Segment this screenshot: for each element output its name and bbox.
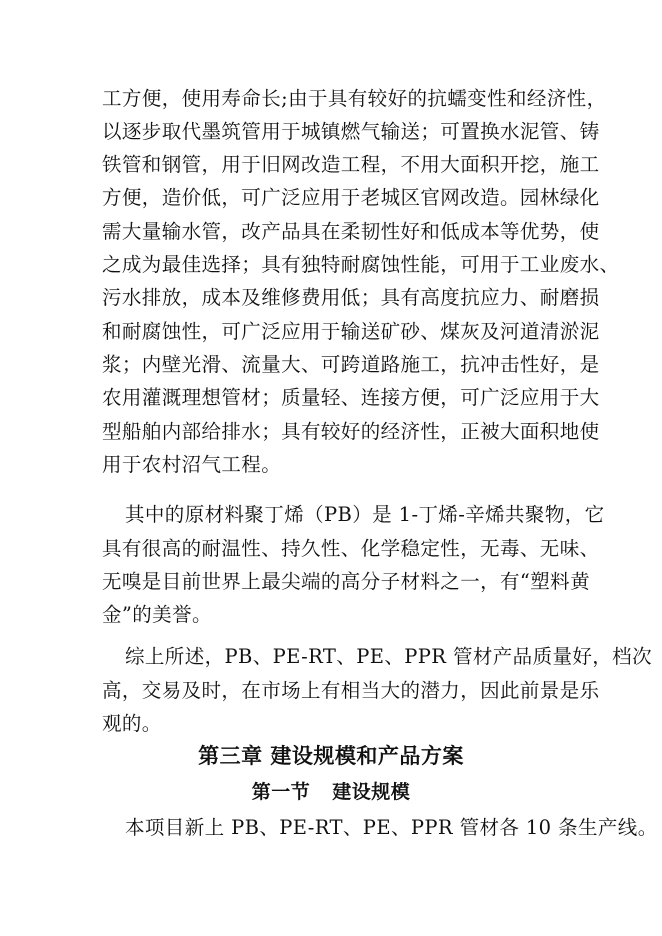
text-line: 观的。 — [102, 712, 162, 735]
text-line: 综上所述，PB、PE-RT、PE、PPR 管材产品质量好，档次 — [125, 645, 652, 668]
text-line: 方便，造价低，可广泛应用于老城区官网改造。园林绿化 — [102, 186, 600, 209]
text-line: 铁管和钢管，用于旧网改造工程，不用大面积开挖，施工 — [102, 153, 600, 176]
text-line: 无嗅是目前世界上最尖端的高分子材料之一，有“塑料黄 — [102, 570, 590, 593]
text-line: 其中的原材料聚丁烯（PB）是 1-丁烯-辛烯共聚物，它 — [125, 503, 605, 526]
text-line: 农用灌溉理想管材；质量轻、连接方便，可广泛应用于大 — [102, 386, 600, 409]
section-heading — [0, 780, 662, 804]
text-line: 具有很高的耐温性、持久性、化学稳定性，无毒、无味、 — [102, 537, 600, 560]
section-number: 第一节 — [251, 781, 311, 803]
text-line: 污水排放，成本及维修费用低；具有高度抗应力、耐磨损 — [102, 286, 600, 309]
chapter-heading: 第三章 建设规模和产品方案 — [198, 743, 464, 768]
text-line: 需大量输水管，改产品具在柔韧性好和低成本等优势，使 — [102, 220, 600, 243]
paragraph-scale: 本项目新上 PB、PE-RT、PE、PPR 管材各 10 条生产线。 — [125, 816, 658, 839]
text-line: 用于农村沼气工程。 — [102, 453, 282, 476]
text-line: 浆；内壁光滑、流量大、可跨道路施工，抗冲击性好，是 — [102, 353, 600, 376]
text-line: 和耐腐蚀性，可广泛应用于输送矿砂、煤灰及河道清淤泥 — [102, 320, 600, 343]
text-line: 工方便，使用寿命长;由于具有较好的抗蠕变性和经济性， — [102, 87, 607, 110]
text-line: 高，交易及时，在市场上有相当大的潜力，因此前景是乐 — [102, 679, 600, 702]
text-line: 之成为最佳选择；具有独特耐腐蚀性能，可用于工业废水、 — [102, 253, 620, 276]
text-line: 金”的美誉。 — [102, 603, 212, 626]
text-line: 以逐步取代墨筑管用于城镇燃气输送；可置换水泥管、铸 — [102, 120, 600, 143]
text-line: 型船舶内部给排水；具有较好的经济性，正被大面积地使 — [102, 420, 600, 443]
section-title: 建设规模 — [332, 781, 411, 803]
